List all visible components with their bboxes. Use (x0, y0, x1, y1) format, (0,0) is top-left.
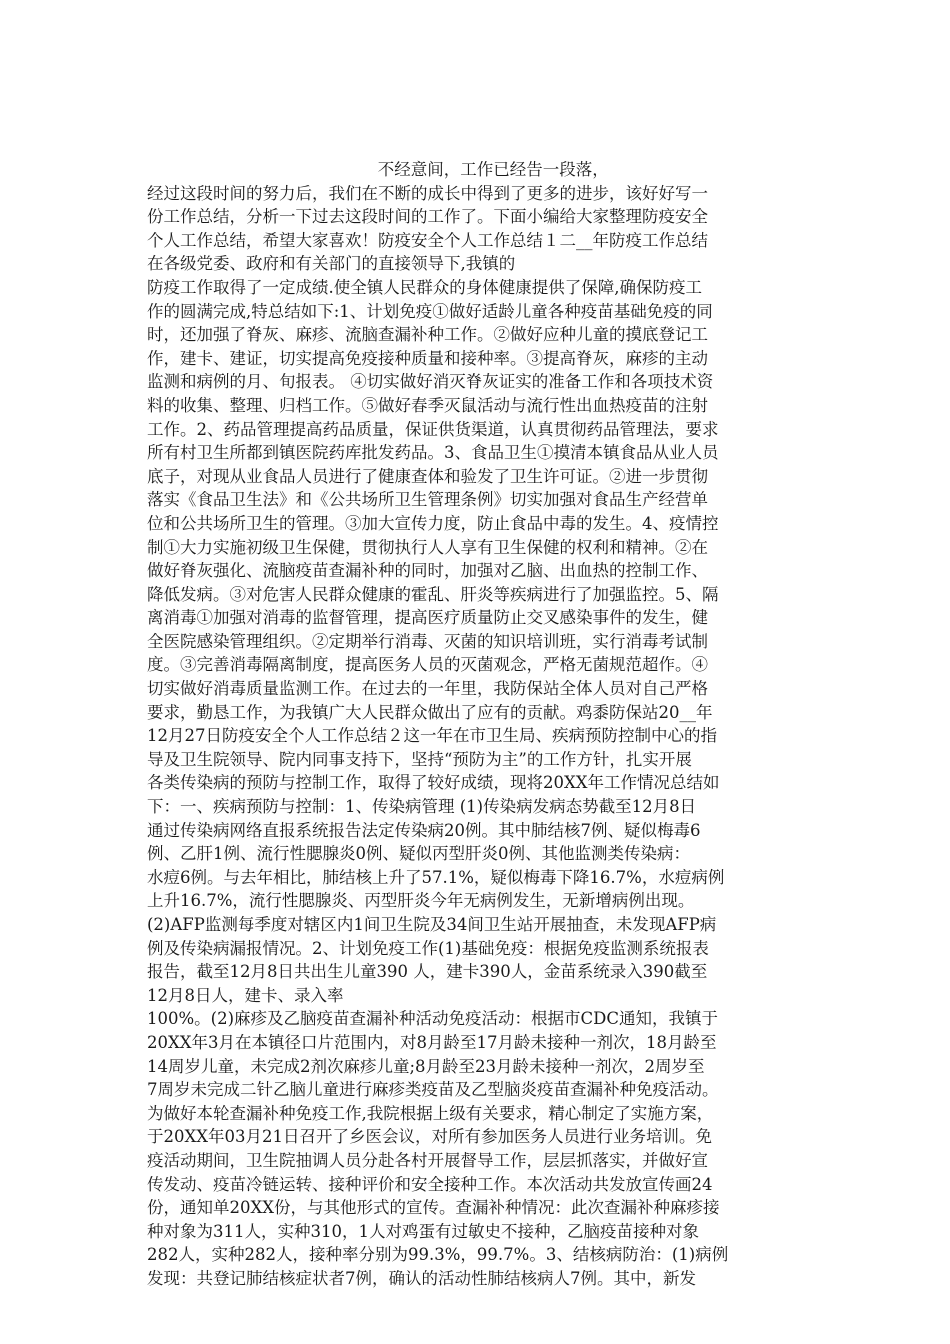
text-line: 水痘6例。与去年相比，肺结核上升了57.1%，疑似梅毒下降16.7%，水痘病例 (147, 867, 725, 887)
text-line: 12月8日人，建卡、录入率 (147, 985, 344, 1005)
text-line: 经过这段时间的努力后，我们在不断的成长中得到了更多的进步，该好好写一 (147, 183, 708, 203)
text-line: 份，通知单20XX份，与其他形式的宣传。查漏补种情况：此次查漏补种麻疹接 (147, 1198, 720, 1218)
text-line: 所有村卫生所都到镇医院药库批发药品。3、食品卫生①摸清本镇食品从业人员 (147, 443, 719, 463)
text-line: 降低发病。③对危害人民群众健康的霍乱、肝炎等疾病进行了加强监控。5、隔 (147, 584, 719, 604)
text-line: 100%。(2)麻疹及乙脑疫苗查漏补种活动免疫活动：根据市CDC通知，我镇于 (147, 1009, 719, 1029)
text-line: 工作。2、药品管理提高药品质量，保证供货渠道，认真贯彻药品管理法，要求 (147, 419, 719, 439)
text-line: 下：一、疾病预防与控制：1、传染病管理 (1)传染病发病态势截至12月8日 (147, 797, 697, 817)
text-line: 20XX年3月在本镇径口片范围内，对8月龄至17月龄未接种一剂次，18月龄至 (147, 1032, 717, 1052)
text-line: 防疫工作取得了一定成绩.使全镇人民群众的身体健康提供了保障,确保防疫工 (147, 277, 702, 297)
text-line: 种对象为311人，实种310，1人对鸡蛋有过敏史不接种，乙脑疫苗接种对象 (147, 1221, 699, 1241)
text-line: 度。③完善消毒隔离制度，提高医务人员的灭菌观念，严格无菌规范超作。④ (147, 655, 708, 675)
text-line: 要求，勤恳工作，为我镇广大人民群众做出了应有的贡献。鸡黍防保站20__年 (147, 702, 713, 722)
text-line: 例及传染病漏报情况。2、计划免疫工作(1)基础免疫：根据免疫监测系统报表 (147, 938, 709, 958)
text-line: 通过传染病网络直报系统报告法定传染病20例。其中肺结核7例、疑似梅毒6 (147, 820, 701, 840)
text-line: 离消毒①加强对消毒的监督管理，提高医疗质量防止交叉感染事件的发生，健 (147, 608, 708, 628)
text-line: 位和公共场所卫生的管理。③加大宣传力度，防止食品中毒的发生。4、疫情控 (147, 513, 719, 533)
text-line: 上升16.7%，流行性腮腺炎、丙型肝炎今年无病例发生，无新增病例出现。 (147, 891, 695, 911)
text-line: 不经意间，工作已经告一段落， (147, 160, 609, 179)
text-line: 做好脊灰强化、流脑疫苗查漏补种的同时，加强对乙脑、出血热的控制工作、 (147, 561, 708, 581)
text-line: 为做好本轮查漏补种免疫工作,我院根据上级有关要求，精心制定了实施方案， (147, 1103, 714, 1123)
text-line: 疫活动期间，卫生院抽调人员分赴各村开展督导工作，层层抓落实，并做好宣 (147, 1150, 708, 1170)
text-line: 282人，实种282人，接种率分别为99.3%，99.7%。3、结核病防治：(1)病例 (147, 1245, 729, 1265)
text-line: 个人工作总结，希望大家喜欢！防疫安全个人工作总结１二__年防疫工作总结 (147, 230, 708, 250)
text-line: 例、乙肝1例、流行性腮腺炎0例、疑似丙型肝炎0例、其他监测类传染病： (147, 844, 690, 864)
text-line: 导及卫生院领导、院内同事支持下，坚持“预防为主”的工作方针，扎实开展 (147, 749, 692, 769)
text-line: 制①大力实施初级卫生保健，贯彻执行人人享有卫生保健的权利和精神。②在 (147, 537, 708, 557)
text-line: 份工作总结，分析一下过去这段时间的工作了。下面小编给大家整理防疫安全 (147, 207, 708, 227)
text-line: 切实做好消毒质量监测工作。在过去的一年里，我防保站全体人员对自己严格 (147, 679, 708, 699)
text-line: 各类传染病的预防与控制工作，取得了较好成绩，现将20XX年工作情况总结如 (147, 773, 720, 793)
text-line: 作的圆满完成,特总结如下:1、计划免疫①做好适龄儿童各种疫苗基础免疫的同 (147, 301, 713, 321)
text-line: 12月27日防疫安全个人工作总结２这一年在市卫生局、疾病预防控制中心的指 (147, 726, 717, 746)
text-line: 发现：共登记肺结核症状者7例，确认的活动性肺结核病人7例。其中，新发 (147, 1268, 696, 1288)
text-line: 14周岁儿童，未完成2剂次麻疹儿童;8月龄至23月龄未接种一剂次，2周岁至 (147, 1056, 705, 1076)
text-line: 传发动、疫苗冷链运转、接种评价和安全接种工作。本次活动共发放宣传画24 (147, 1174, 713, 1194)
text-line: 7周岁未完成二针乙脑儿童进行麻疹类疫苗及乙型脑炎疫苗查漏补种免疫活动。 (147, 1080, 719, 1100)
text-line: (2)AFP监测每季度对辖区内1间卫生院及34间卫生站开展抽查，未发现AFP病 (147, 915, 717, 934)
text-line: 底子，对现从业食品人员进行了健康查体和验发了卫生许可证。②进一步贯彻 (147, 466, 708, 486)
text-line: 时，还加强了脊灰、麻疹、流脑查漏补种工作。②做好应种儿童的摸底登记工 (147, 325, 708, 345)
text-line: 作，建卡、建证，切实提高免疫接种质量和接种率。③提高脊灰，麻疹的主动 (147, 348, 708, 368)
text-line: 监测和病例的月、旬报表。 ④切实做好消灭脊灰证实的准备工作和各项技术资 (147, 372, 714, 392)
document-body (147, 158, 803, 1291)
text-line: 报告，截至12月8日共出生儿童390 人，建卡390人，金苗系统录入390截至 (147, 962, 708, 982)
text-line: 料的收集、整理、归档工作。⑤做好春季灭鼠活动与流行性出血热疫苗的注射 (147, 395, 708, 415)
text-line: 于20XX年03月21日召开了乡医会议，对所有参加医务人员进行业务培训。免 (147, 1127, 712, 1147)
text-line: 落实《食品卫生法》和《公共场所卫生管理条例》切实加强对食品生产经营单 (147, 490, 708, 510)
text-line: 全医院感染管理组织。②定期举行消毒、灭菌的知识培训班，实行消毒考试制 (147, 631, 708, 651)
text-line: 在各级党委、政府和有关部门的直接领导下,我镇的 (147, 254, 516, 274)
